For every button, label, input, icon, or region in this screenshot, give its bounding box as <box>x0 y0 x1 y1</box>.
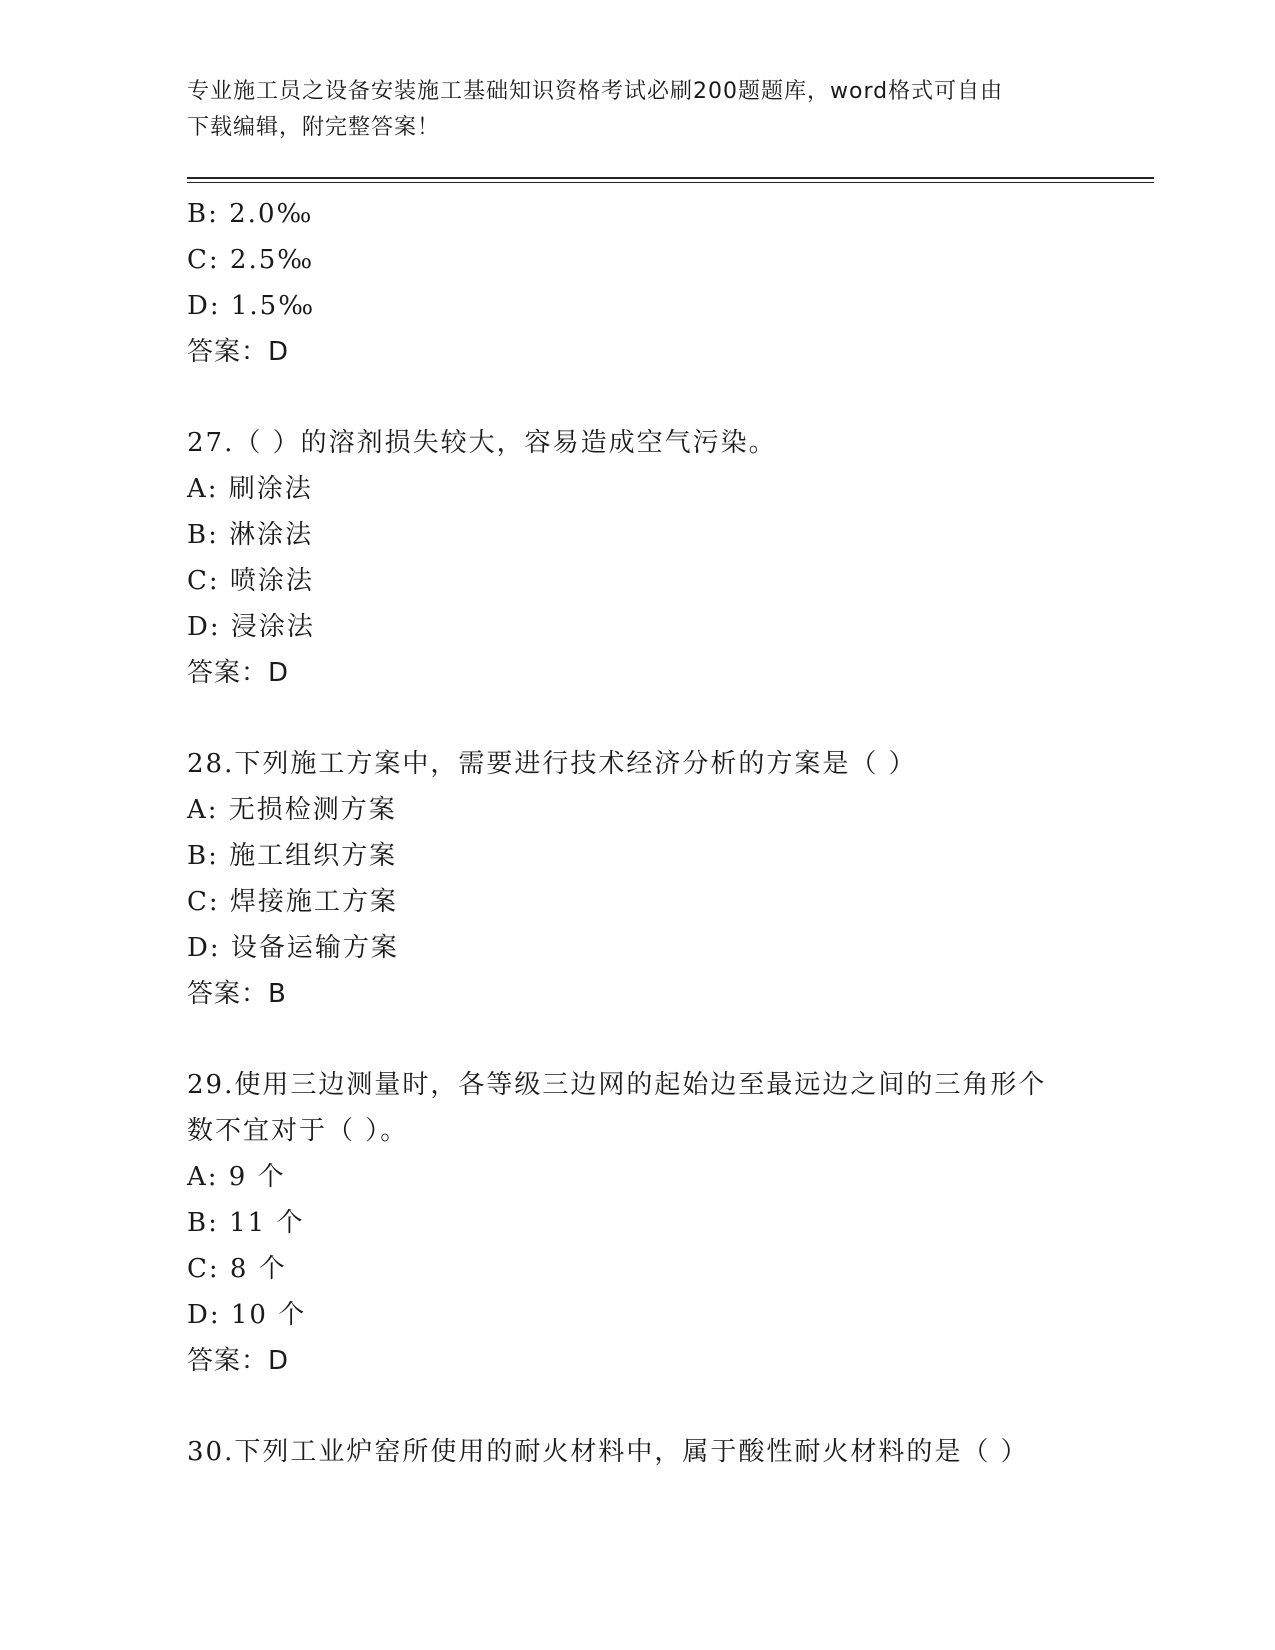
header-line-1: 专业施工员之设备安装施工基础知识资格考试必刷200题题库，word格式可自由 <box>187 79 1004 104</box>
answer: 答案：B <box>187 979 287 1009</box>
document-header <box>187 74 1067 146</box>
question-text-line-2: 数不宜对于（ ）。 <box>187 1116 409 1146</box>
question-26 <box>187 191 1087 375</box>
option-a: A: 无损检测方案 <box>187 795 397 825</box>
option-d: D: 1.5‰ <box>187 291 316 321</box>
question-text: 28.下列施工方案中，需要进行技术经济分析的方案是（ ） <box>187 749 917 779</box>
question-text: 27.（ ）的溶剂损失较大，容易造成空气污染。 <box>187 428 777 458</box>
option-b: B: 11 个 <box>187 1208 305 1238</box>
option-c: C: 喷涂法 <box>187 566 314 596</box>
option-c: C: 8 个 <box>187 1254 287 1284</box>
question-text: 30.下列工业炉窑所使用的耐火材料中，属于酸性耐火材料的是（ ） <box>187 1437 1029 1467</box>
question-text-line-1: 29.使用三边测量时，各等级三边网的起始边至最远边之间的三角形个 <box>187 1070 1047 1100</box>
option-d: D: 10 个 <box>187 1300 307 1330</box>
option-d: D: 设备运输方案 <box>187 933 399 963</box>
spacer <box>187 1384 1087 1429</box>
option-c: C: 2.5‰ <box>187 245 315 275</box>
spacer <box>187 1017 1087 1062</box>
question-29 <box>187 1062 1087 1384</box>
spacer <box>187 696 1087 741</box>
question-28 <box>187 741 1087 1017</box>
option-b: B: 施工组织方案 <box>187 841 398 871</box>
spacer <box>187 375 1087 420</box>
option-c: C: 焊接施工方案 <box>187 887 398 917</box>
header-line-2: 下载编辑，附完整答案！ <box>187 115 441 140</box>
answer: 答案：D <box>187 337 290 367</box>
question-list <box>187 191 1087 1475</box>
option-a: A: 9 个 <box>187 1162 286 1192</box>
option-a: A: 刷涂法 <box>187 474 313 504</box>
question-30 <box>187 1429 1087 1475</box>
answer: 答案：D <box>187 658 290 688</box>
answer: 答案：D <box>187 1346 290 1376</box>
question-27 <box>187 420 1087 696</box>
option-b: B: 2.0‰ <box>187 199 314 229</box>
option-b: B: 淋涂法 <box>187 520 314 550</box>
option-d: D: 浸涂法 <box>187 612 315 642</box>
header-divider-thin <box>187 182 1154 183</box>
header-divider <box>187 177 1154 179</box>
